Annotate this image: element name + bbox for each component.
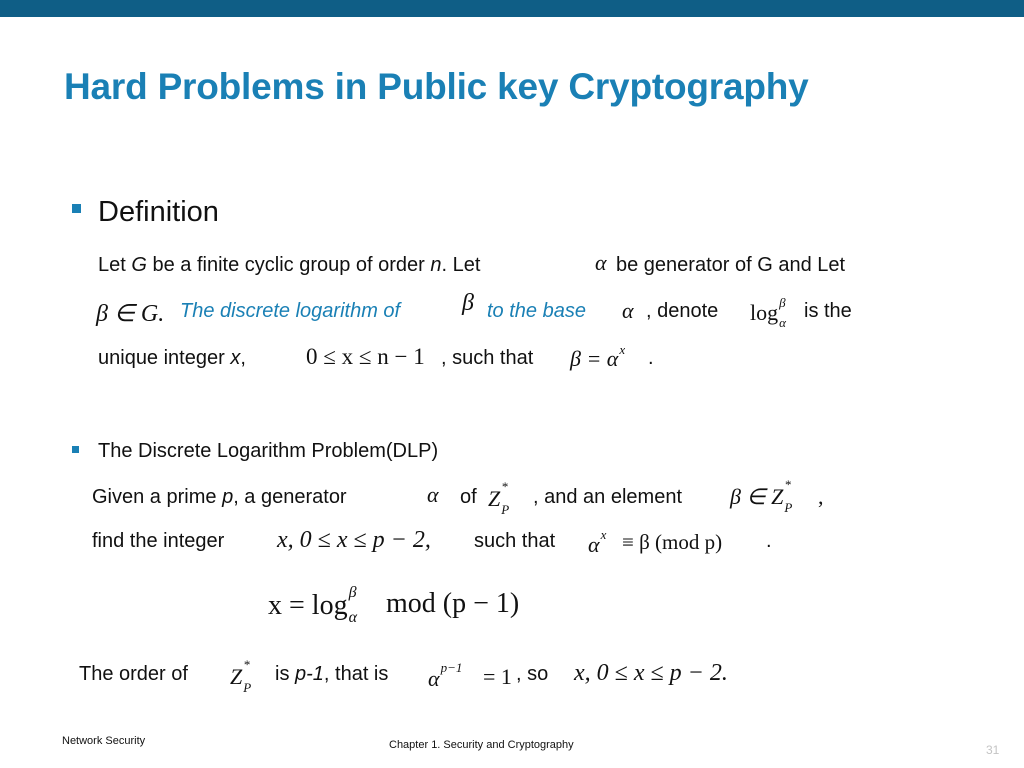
text-span: , bbox=[240, 347, 246, 369]
text-span: is bbox=[275, 663, 295, 685]
beta-in-G: β ∈ G. bbox=[96, 301, 165, 327]
star: * bbox=[243, 656, 250, 672]
sub-P: P bbox=[501, 501, 510, 517]
sup-x: x bbox=[600, 526, 607, 542]
text-span: , such that bbox=[441, 347, 534, 369]
alpha: α bbox=[428, 665, 440, 691]
page-number: 31 bbox=[986, 743, 1000, 757]
equation bbox=[570, 341, 626, 371]
definition-heading: Definition bbox=[98, 196, 219, 228]
sup-beta: β bbox=[348, 583, 357, 601]
definition-line-1 bbox=[98, 254, 480, 277]
text-span: , so bbox=[516, 663, 549, 685]
dlp-line-1 bbox=[92, 486, 347, 509]
congruence-left bbox=[588, 526, 607, 557]
symbol-alpha: α bbox=[427, 482, 439, 507]
text-span: . Let bbox=[441, 254, 481, 276]
sub-alpha: α bbox=[348, 608, 357, 626]
alpha: α bbox=[588, 531, 600, 557]
inequality: 0 ≤ x ≤ n − 1 bbox=[306, 344, 425, 369]
text-span: The order of bbox=[79, 663, 188, 685]
Z-letter: Z bbox=[488, 485, 501, 511]
text-span: of bbox=[460, 486, 477, 508]
bullet-icon bbox=[72, 204, 81, 213]
symbol-alpha: α bbox=[595, 250, 607, 275]
slide-title: Hard Problems in Public key Cryptography bbox=[64, 66, 809, 107]
symbol-n: n bbox=[430, 254, 442, 276]
bullet-icon bbox=[72, 446, 79, 453]
text-span: . bbox=[648, 347, 654, 369]
p-minus-1: p-1 bbox=[295, 663, 324, 685]
comma: , bbox=[818, 484, 824, 509]
dlp-heading: The Discrete Logarithm Problem(DLP) bbox=[98, 440, 439, 462]
alpha-power bbox=[428, 659, 463, 691]
text-span: such that bbox=[474, 530, 556, 552]
formula-right: mod (p − 1) bbox=[386, 588, 520, 619]
text-span: . bbox=[766, 530, 772, 552]
equals-one: = 1 bbox=[483, 664, 512, 689]
symbol-beta: β bbox=[462, 290, 474, 316]
text-span: Let bbox=[98, 254, 132, 276]
formula-left: x = log bbox=[268, 589, 348, 621]
Z-letter: Z bbox=[230, 663, 243, 689]
text-span: unique integer bbox=[98, 347, 231, 369]
sup-p-minus-1: p−1 bbox=[440, 659, 463, 675]
top-bar bbox=[0, 0, 1024, 17]
sub-P: P bbox=[243, 679, 252, 695]
log-formula bbox=[268, 583, 357, 626]
order-text bbox=[275, 663, 388, 686]
beta-in-Z-text: β ∈ Z bbox=[730, 483, 784, 509]
congruence-right: ≡ β (mod p) bbox=[622, 530, 723, 554]
symbol-alpha: α bbox=[622, 298, 634, 323]
text-span: find the integer bbox=[92, 530, 225, 552]
sub-alpha: α bbox=[779, 314, 786, 330]
symbol-G: G bbox=[131, 254, 147, 276]
text-span: is the bbox=[804, 300, 852, 322]
text-span: be generator of G and Let bbox=[616, 254, 846, 276]
condition: x, 0 ≤ x ≤ p − 2, bbox=[277, 527, 431, 553]
footer-center: Chapter 1. Security and Cryptography bbox=[389, 739, 574, 751]
result: x, 0 ≤ x ≤ p − 2. bbox=[574, 660, 728, 686]
symbol-p: p bbox=[222, 486, 234, 508]
blue-phrase-1: The discrete logarithm of bbox=[180, 300, 401, 322]
log-text: log bbox=[750, 299, 779, 325]
beta-in-Z bbox=[730, 476, 793, 515]
text-span: , and an element bbox=[533, 486, 682, 508]
blue-phrase-2: to the base bbox=[487, 300, 586, 322]
text-span: be a finite cyclic group of order bbox=[146, 254, 431, 276]
text-span: , a generator bbox=[233, 486, 347, 508]
star: * bbox=[501, 478, 508, 494]
Z-star-P bbox=[488, 478, 510, 517]
Z-star-P bbox=[230, 656, 252, 695]
log-notation bbox=[750, 294, 786, 330]
sup-beta: β bbox=[779, 294, 786, 310]
text-span: , that is bbox=[323, 663, 389, 685]
footer-left: Network Security bbox=[62, 735, 146, 747]
text-span: Given a prime bbox=[92, 486, 223, 508]
symbol-x: x bbox=[230, 347, 241, 369]
text-span: , denote bbox=[646, 300, 719, 322]
sub-P: P bbox=[784, 499, 793, 515]
sup-x: x bbox=[619, 341, 626, 357]
definition-line-3 bbox=[98, 347, 246, 370]
star: * bbox=[784, 476, 791, 492]
eq-left: β = α bbox=[570, 345, 619, 371]
